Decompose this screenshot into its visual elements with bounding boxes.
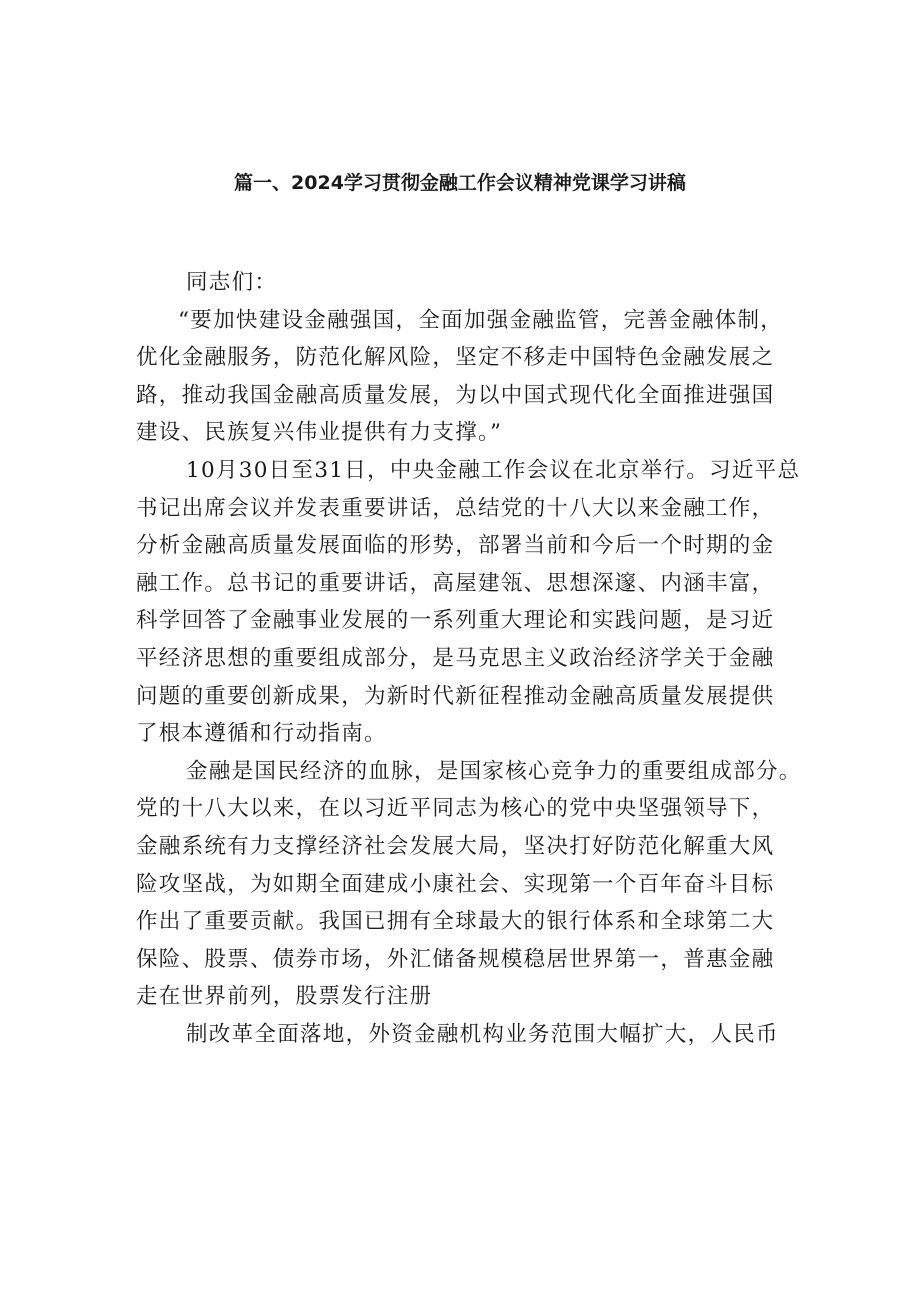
paragraph-line: 金融系统有力支撑经济社会发展大局，坚决打好防范化解重大风: [136, 833, 775, 859]
paragraph-line: 建设、民族复兴伟业提供有力支撑。”: [136, 420, 503, 446]
paragraph-line: 问题的重要创新成果，为新时代新征程推动金融高质量发展提供: [136, 683, 775, 709]
paragraph-line: 路，推动我国金融高质量发展，为以中国式现代化全面推进强国: [136, 382, 775, 408]
paragraph-meeting: [136, 452, 801, 753]
document-body: [136, 264, 802, 1053]
paragraph-line: 平经济思想的重要组成部分，是马克思主义政治经济学关于金融: [136, 645, 775, 671]
paragraph-line: 险攻坚战，为如期全面建成小康社会、实现第一个百年奋斗目标: [136, 871, 775, 897]
paragraph-line: 分析金融高质量发展面临的形势，部署当前和今后一个时期的金: [136, 533, 775, 559]
salutation-line: 同志们：: [186, 270, 278, 295]
paragraph-line: “要加快建设金融强国，全面加强金融监管，完善金融体制，: [178, 307, 784, 333]
paragraph-line: 10月30日至31日，中央金融工作会议在北京举行。习近平总: [186, 457, 801, 483]
paragraph-line: 融工作。总书记的重要讲话，高屋建瓴、思想深邃、内涵丰富，: [136, 570, 775, 596]
paragraph-line: 制改革全面落地，外资金融机构业务范围大幅扩大，人民币: [186, 1021, 779, 1047]
paragraph-line: 保险、股票、债券市场，外汇储备规模稳居世界第一，普惠金融: [136, 946, 775, 972]
paragraph-line: 走在世界前列，股票发行注册: [136, 984, 433, 1010]
document-title: 篇一、2024学习贯彻金融工作会议精神党课学习讲稿: [234, 172, 686, 194]
paragraph-line: 党的十八大以来，在以习近平同志为核心的党中央坚强领导下，: [136, 796, 775, 822]
paragraph-line: 金融是国民经济的血脉，是国家核心竞争力的重要组成部分。: [186, 758, 802, 784]
paragraph-line: 书记出席会议并发表重要讲话，总结党的十八大以来金融工作，: [136, 495, 775, 521]
paragraph-finance: [136, 753, 802, 1016]
paragraph-line: 优化金融服务，防范化解风险，坚定不移走中国特色金融发展之: [136, 345, 775, 371]
paragraph-quote: [136, 302, 796, 452]
salutation: [136, 264, 796, 302]
paragraph-reform: [136, 1016, 796, 1054]
paragraph-line: 了根本遵循和行动指南。: [136, 721, 387, 747]
paragraph-line: 作出了重要贡献。我国已拥有全球最大的银行体系和全球第二大: [136, 909, 775, 935]
paragraph-line: 科学回答了金融事业发展的一系列重大理论和实践问题，是习近: [136, 608, 775, 634]
